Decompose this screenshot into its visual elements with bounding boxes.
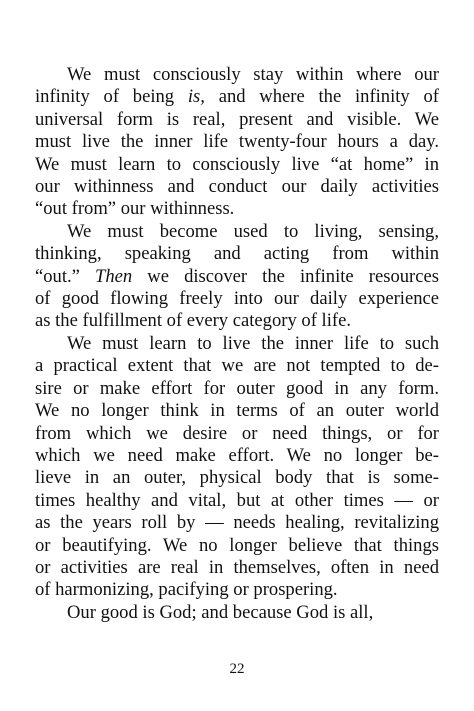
text-line	[35, 176, 439, 198]
text-line	[35, 423, 439, 445]
text-line	[35, 288, 439, 310]
text-line	[35, 266, 439, 288]
text-line	[35, 579, 439, 601]
text-line	[35, 131, 439, 153]
page-number: 22	[229, 661, 245, 677]
text-run: “out.”	[35, 265, 96, 287]
text-line	[35, 221, 439, 243]
text-run: We no longer think in terms of an outer world	[35, 400, 439, 422]
text-line	[35, 310, 439, 332]
text-line	[35, 333, 439, 355]
text-run: as the years roll by — needs healing, revitalizing	[35, 512, 439, 534]
text-line	[35, 355, 439, 377]
text-run: We must learn to live the inner life to such	[67, 332, 439, 354]
text-run: or activities are real in themselves, often in need	[35, 556, 439, 578]
text-run: universal form is real, present and visible. We	[35, 108, 439, 130]
italic-text: Then	[95, 265, 133, 287]
text-line	[35, 109, 439, 131]
text-line	[35, 86, 439, 108]
text-run: times healthy and vital, but at other times — or	[35, 489, 439, 511]
text-line	[35, 400, 439, 422]
text-run: of good flowing freely into our daily experience	[35, 288, 439, 310]
paragraph	[35, 333, 439, 602]
text-run: sire or make effort for outer good in any form.	[35, 377, 439, 399]
paragraph	[35, 64, 439, 221]
text-run: “out from” our withinness.	[35, 198, 235, 220]
text-run: We must become used to living, sensing,	[67, 220, 439, 242]
text-run: Our good is God; and because God is all,	[67, 601, 374, 623]
text-line	[35, 602, 439, 624]
text-line	[35, 64, 439, 86]
text-line	[35, 154, 439, 176]
text-run: We must consciously stay within where our	[67, 64, 439, 85]
text-run: we discover the infinite resources	[132, 265, 439, 287]
text-line	[35, 467, 439, 489]
text-run: lieve in an outer, physical body that is some-	[35, 467, 439, 489]
italic-text: is,	[187, 86, 205, 108]
text-run: as the fulfillment of every category of life.	[35, 310, 351, 332]
text-line	[35, 490, 439, 512]
text-line	[35, 243, 439, 265]
text-run: our withinness and conduct our daily activities	[35, 176, 439, 198]
text-run: infinity of being	[35, 86, 188, 108]
paragraph	[35, 221, 439, 333]
text-run: and where the infinity of	[204, 86, 439, 108]
text-run: must live the inner life twenty-four hours a day.	[35, 131, 439, 153]
body-text	[35, 64, 439, 624]
paragraph	[35, 602, 439, 624]
text-run: which we need make effort. We no longer be-	[35, 444, 439, 466]
text-run: thinking, speaking and acting from within	[35, 243, 439, 265]
text-run: of harmonizing, pacifying or prospering.	[35, 579, 338, 601]
text-line	[35, 445, 439, 467]
text-line	[35, 557, 439, 579]
text-line	[35, 198, 439, 220]
text-run: a practical extent that we are not tempted to de-	[35, 355, 439, 377]
text-run: or beautifying. We no longer believe that things	[35, 534, 439, 556]
text-line	[35, 535, 439, 557]
text-line	[35, 378, 439, 400]
text-run: We must learn to consciously live “at home” in	[35, 153, 439, 175]
text-run: from which we desire or need things, or for	[35, 422, 439, 444]
text-line	[35, 512, 439, 534]
